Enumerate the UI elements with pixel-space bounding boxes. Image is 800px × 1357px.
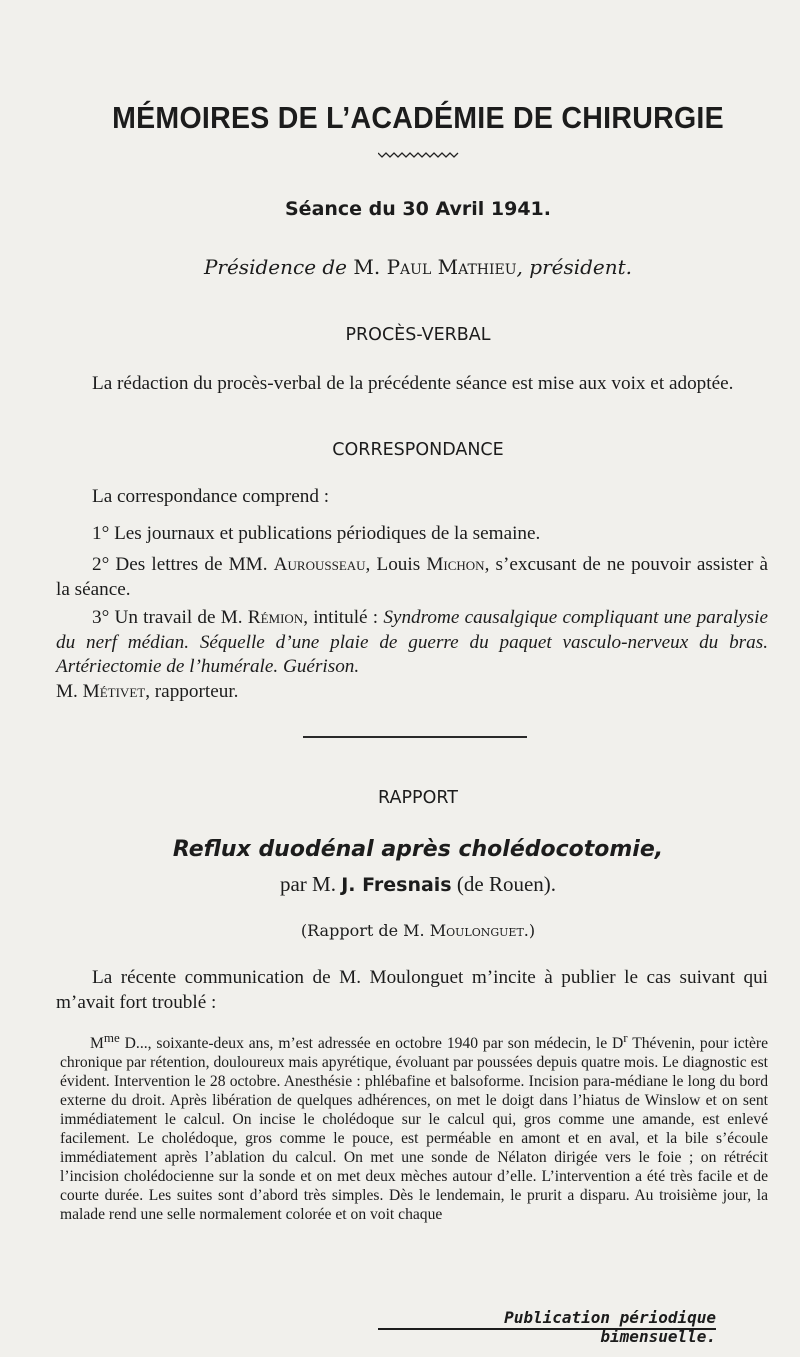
presidence-suffix: , président. [516, 255, 633, 279]
correspondance-heading: CORRESPONDANCE [332, 440, 504, 460]
case-report [60, 1028, 768, 1224]
byline-author: J. Fresnais [341, 874, 452, 896]
footer-publication: Publication périodique bimensuelle. [504, 1308, 716, 1346]
case-me: me [103, 1030, 120, 1045]
proces-verbal-text: La rédaction du procès-verbal de la précédente séance est mise aux voix et adoptée. [92, 373, 734, 394]
session-date: Séance du 30 Avril 1941. [285, 198, 551, 220]
item3-rapporteur-m: M. [56, 680, 78, 702]
article-byline [0, 872, 800, 897]
journal-title: MÉMOIRES DE L’ACADÉMIE DE CHIRURGIE [112, 100, 724, 135]
correspondance-intro: La correspondance comprend : [92, 486, 330, 507]
ornament-squiggle [378, 150, 460, 160]
rapport-intro: La récente communication de M. Moulonguet m’incite à publier le cas suivant qui m’avait fort troublé : [56, 967, 768, 1013]
article-title: Reflux duodénal après cholédocotomie, [172, 837, 664, 862]
byline-prefix: par M. [279, 872, 336, 896]
item3-rapporteur-role: , rapporteur. [145, 680, 239, 702]
president-name: Paul Mathieu [386, 255, 517, 279]
footer-underline [378, 1328, 716, 1330]
item2-text-b: , Louis [365, 554, 421, 575]
case-m: M [90, 1035, 104, 1053]
correspondance-item-3 [56, 606, 768, 704]
presidence-line [0, 255, 800, 279]
correspondance-item-1: 1° Les journaux et publications périodiques de la semaine. [92, 523, 541, 544]
rapport-de-suffix: .) [523, 921, 536, 940]
case-r: r [623, 1030, 628, 1045]
item3-work-title: Syndrome causalgique compliquant une paralysie du nerf médian. Séquelle d’une plaie de guerre du paquet vasculo-nerveux du bras. Artériectomie de l’humérale. Guérison. [56, 607, 768, 677]
item2-text-c: , s’excusant de ne pouvoir assister à la séance. [56, 554, 769, 600]
case-text-a: D..., soixante-deux ans, m’est adressée en octobre 1940 par son médecin, le D [119, 1035, 624, 1053]
item2-text-a: 2° Des lettres de MM. [92, 554, 268, 575]
proces-verbal-heading: PROCÈS-VERBAL [345, 325, 491, 345]
item3-text-a: 3° Un travail de M. [92, 607, 243, 628]
rapport-de-line [0, 921, 800, 940]
presidence-m: M. [353, 255, 381, 279]
rapport-de-name: Moulonguet [429, 921, 524, 940]
item3-text-b: , intitulé : [303, 607, 379, 628]
item2-name-michon: Michon [426, 554, 485, 575]
rapport-heading: RAPPORT [378, 788, 458, 808]
item2-name-aurousseau: Aurousseau [273, 554, 366, 575]
item3-name-remion: Rémion [247, 607, 304, 628]
byline-suffix: (de Rouen). [456, 872, 557, 896]
presidence-prefix: Présidence de [203, 255, 348, 279]
case-text-b: Thévenin, pour ictère chronique par rétention, douloureux mais apyrétique, évoluant par poussées depuis quatre mois. Le diagnostic est évident. Intervention le 28 octobre. Anesthésie : phlébafine et balsoforme. Incision para-médiane le long du bord externe du droit. Après libération de quelques adhérences, on met le doigt dans l’hiatus de Winslow et on sent immédiatement le calcul. On incise le cholédoque sur le calcul qui, gros comme une amande, est enlevé facilement. Le cholédoque, gros comme le pouce, est perméable en amont et en aval, et la bile s’écoule immédiatement après l’ablation du calcul. On met une sonde de Nélaton dirigée vers le foie ; on rétrécit l’incision cholédocienne sur la sonde et on met deux mèches autour d’elle. L’intervention a été très facile et de courte durée. Les suites sont d’abord très simples. Dès le lendemain, le prurit a disparu. Au troisième jour, la malade rend une selle normalement colorée et on voit chaque [60, 1035, 769, 1224]
section-divider [303, 736, 527, 738]
correspondance-item-2 [56, 553, 768, 602]
rapport-de-prefix: (Rapport de M. [300, 921, 425, 940]
item3-rapporteur-name: Métivet [82, 680, 146, 702]
